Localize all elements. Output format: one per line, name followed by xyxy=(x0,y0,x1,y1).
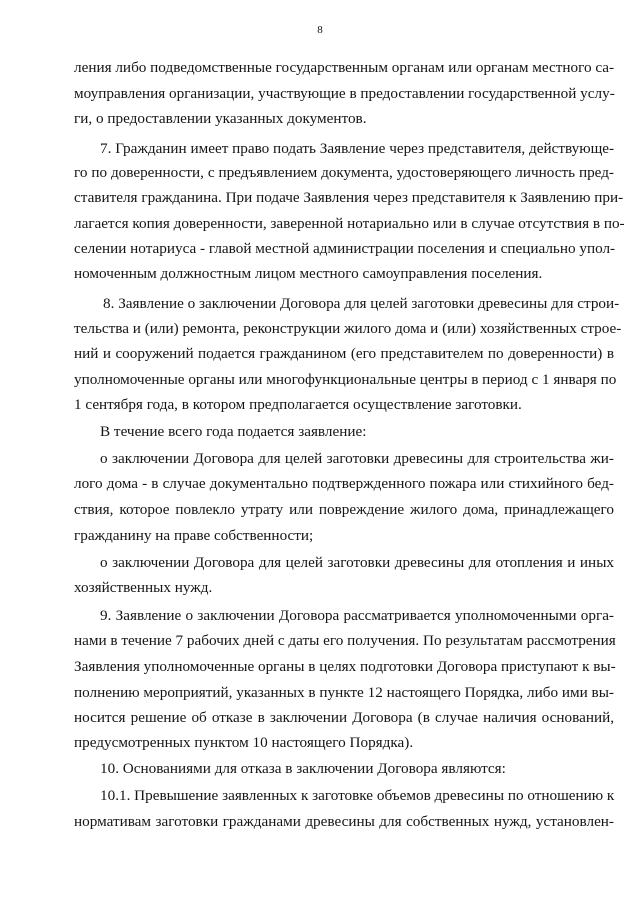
paragraph-9-line: 9. Заявление о заключении Договора рассматривается уполномоченными орга- xyxy=(100,607,614,624)
paragraph-8-line: 1 сентября года, в котором предполагается осуществление заготовки. xyxy=(74,396,522,413)
paragraph-7-line: лагается копия доверенности, заверенной нотариально или в случае отсутствия в по- xyxy=(74,215,625,232)
paragraph-8-line: 8. Заявление о заключении Договора для целей заготовки древесины для строи- xyxy=(103,295,620,312)
paragraph-8-line: тельства и (или) ремонта, реконструкции жилого дома и (или) хозяйственных строе- xyxy=(74,320,622,337)
paragraph-9-line: нами в течение 7 рабочих дней с даты его получения. По результатам рассмотрения xyxy=(74,632,616,649)
paragraph-9-line: Заявления уполномоченные органы в целях подготовки Договора приступают к вы- xyxy=(74,658,616,675)
paragraph-10-1-line: 10.1. Превышение заявленных к заготовке объемов древесины по отношению к xyxy=(100,787,615,804)
paragraph-9-line: носится решение об отказе в заключении Договора (в случае наличия оснований, xyxy=(74,709,614,726)
paragraph-10-heading: 10. Основаниями для отказа в заключении Договора являются: xyxy=(100,760,506,777)
paragraph-7-line: номоченным должностным лицом местного самоуправления поселения. xyxy=(74,265,543,282)
paragraph-10-1-line: нормативам заготовки гражданами древесины для собственных нужд, установлен- xyxy=(74,813,614,830)
text-line: моуправления организации, участвующие в предоставлении государственной услу- xyxy=(74,85,615,102)
list-item-line: о заключении Договора для целей заготовки древесины для строительства жи- xyxy=(100,450,614,467)
list-item-line: хозяйственных нужд. xyxy=(74,579,213,596)
list-item-line: о заключении Договора для целей заготовки древесины для отопления и иных xyxy=(100,554,614,571)
text-line: ления либо подведомственные государственным органам или органам местного са- xyxy=(74,59,615,76)
list-item-line: гражданину на праве собственности; xyxy=(74,527,314,544)
paragraph-9-line: полнению мероприятий, указанных в пункте 12 настоящего Порядка, либо ими вы- xyxy=(74,684,614,701)
paragraph-8-line: ний и сооружений подается гражданином (его представителем по доверенности) в xyxy=(74,345,614,362)
page-number: 8 xyxy=(317,24,323,36)
list-item-line: ствия, которое повлекло утрату или повреждение жилого дома, принадлежащего xyxy=(74,501,614,518)
year-round-heading: В течение всего года подается заявление: xyxy=(100,423,367,440)
paragraph-8-line: уполномоченные органы или многофункциональные центры в период с 1 января по xyxy=(74,371,617,388)
paragraph-7-line: 7. Гражданин имеет право подать Заявление через представителя, действующе- xyxy=(100,140,615,157)
paragraph-7-line: ставителя гражданина. При подаче Заявления через представителя к Заявлению при- xyxy=(74,189,624,206)
paragraph-7-line: го по доверенности, с предъявлением документа, удостоверяющего личность пред- xyxy=(74,164,614,181)
list-item-line: лого дома - в случае документально подтвержденного пожара или стихийного бед- xyxy=(74,475,614,492)
text-line: ги, о предоставлении указанных документов. xyxy=(74,110,367,127)
paragraph-9-line: предусмотренных пунктом 10 настоящего Порядка). xyxy=(74,734,414,751)
paragraph-7-line: селении нотариуса - главой местной администрации поселения и специально упол- xyxy=(74,240,616,257)
